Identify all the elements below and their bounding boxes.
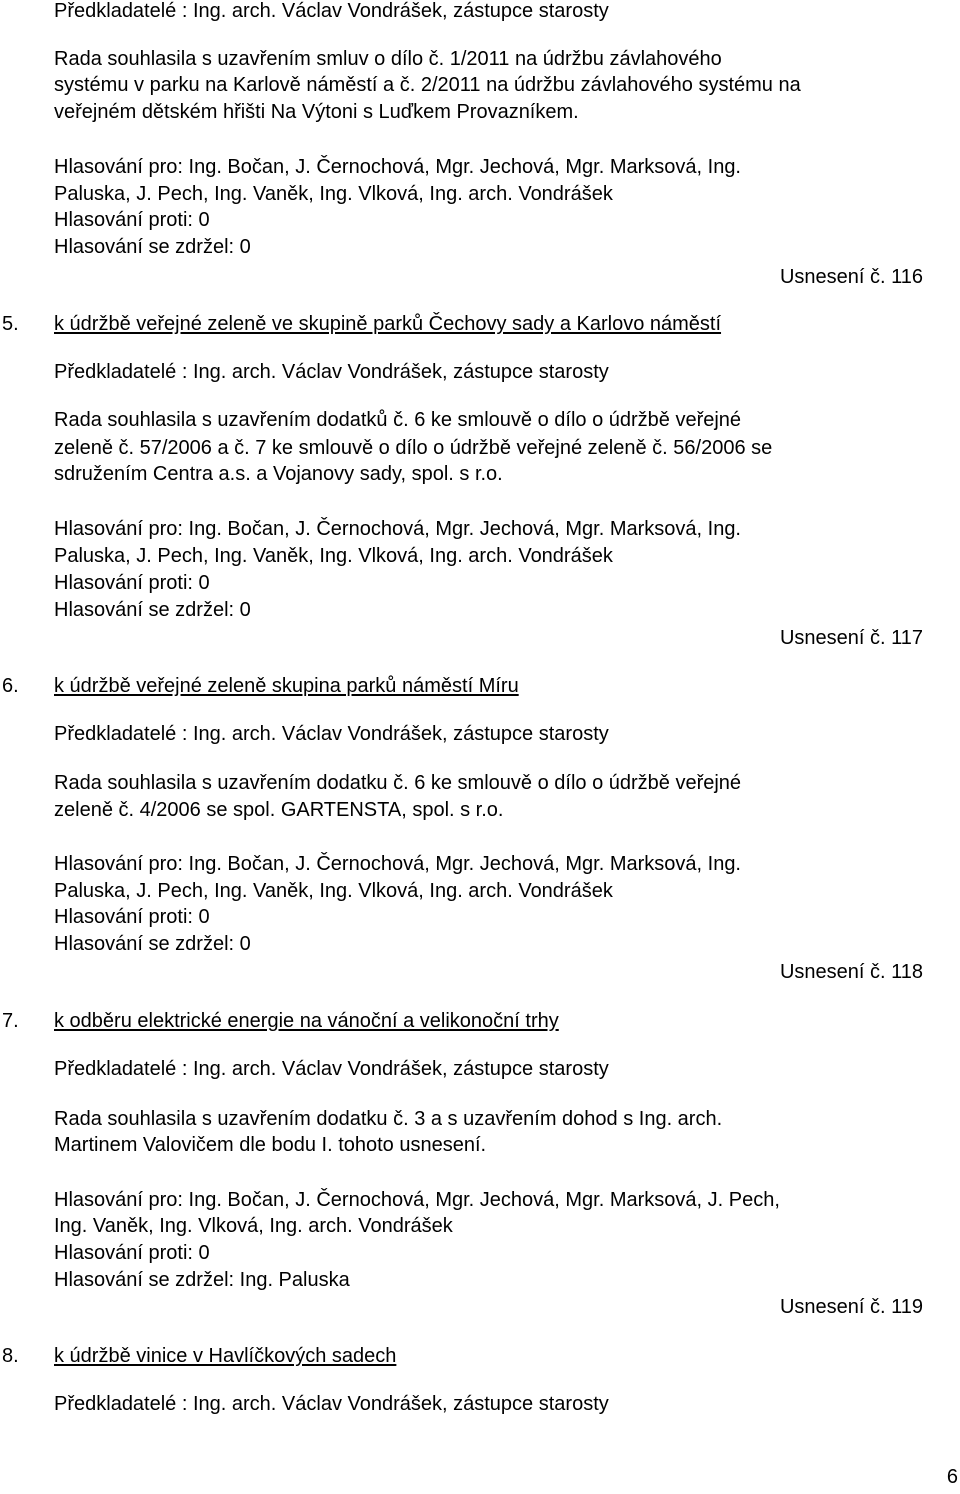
proposer-line: Předkladatelé : Ing. arch. Václav Vondrášek, zástupce starosty [54,0,609,22]
vote-abstain-line: Hlasování se zdržel: Ing. Paluska [54,1269,350,1291]
resolution-text-line: Rada souhlasila s uzavřením dodatku č. 3 a s uzavřením dohod s Ing. arch. [54,1108,723,1130]
item-number: 6. [2,675,19,697]
vote-against-line: Hlasování proti: 0 [54,572,210,594]
resolution-text-line: zeleně č. 57/2006 a č. 7 ke smlouvě o dílo o údržbě veřejné zeleně č. 56/2006 se [54,437,773,459]
resolution-number: Usnesení č. 118 [779,961,923,983]
vote-for-line: Ing. Vaněk, Ing. Vlková, Ing. arch. Vondrášek [54,1215,453,1237]
item-title: k údržbě veřejné zeleně skupina parků náměstí Míru [54,675,519,697]
resolution-text-line: systému v parku na Karlově náměstí a č. 2/2011 na údržbu závlahového systému na [54,74,801,96]
resolution-text-line: veřejném dětském hřišti Na Výtoni s Luďkem Provazníkem. [54,101,579,123]
item-title: k údržbě veřejné zeleně ve skupině parků Čechovy sady a Karlovo náměstí [54,313,722,335]
resolution-text-line: zeleně č. 4/2006 se spol. GARTENSTA, spol. s r.o. [54,799,504,821]
item-title: k údržbě vinice v Havlíčkových sadech [54,1345,397,1367]
vote-for-line: Paluska, J. Pech, Ing. Vaněk, Ing. Vlková, Ing. arch. Vondrášek [54,545,613,567]
item-number: 7. [2,1010,19,1032]
vote-against-line: Hlasování proti: 0 [54,1242,210,1264]
proposer-line: Předkladatelé : Ing. arch. Václav Vondrášek, zástupce starosty [54,361,609,383]
resolution-number: Usnesení č. 116 [779,266,923,288]
proposer-line: Předkladatelé : Ing. arch. Václav Vondrášek, zástupce starosty [54,723,609,745]
resolution-number: Usnesení č. 119 [779,1296,923,1318]
vote-abstain-line: Hlasování se zdržel: 0 [54,933,251,955]
vote-abstain-line: Hlasování se zdržel: 0 [54,599,251,621]
item-number: 8. [2,1345,19,1367]
vote-against-line: Hlasování proti: 0 [54,906,210,928]
item-title: k odběru elektrické energie na vánoční a velikonoční trhy [54,1010,559,1032]
resolution-number: Usnesení č. 117 [779,627,923,649]
vote-for-line: Paluska, J. Pech, Ing. Vaněk, Ing. Vlková, Ing. arch. Vondrášek [54,880,613,902]
vote-for-line: Hlasování pro: Ing. Bočan, J. Černochová, Mgr. Jechová, Mgr. Marksová, Ing. [54,853,741,875]
proposer-line: Předkladatelé : Ing. arch. Václav Vondrášek, zástupce starosty [54,1058,609,1080]
vote-for-line: Hlasování pro: Ing. Bočan, J. Černochová, Mgr. Jechová, Mgr. Marksová, Ing. [54,156,741,178]
vote-for-line: Hlasování pro: Ing. Bočan, J. Černochová, Mgr. Jechová, Mgr. Marksová, Ing. [54,518,741,540]
item-number: 5. [2,313,19,335]
resolution-text-line: Rada souhlasila s uzavřením dodatků č. 6 ke smlouvě o dílo o údržbě veřejné [54,409,742,431]
resolution-text-line: Rada souhlasila s uzavřením dodatku č. 6 ke smlouvě o dílo o údržbě veřejné [54,772,742,794]
resolution-text-line: Martinem Valovičem dle bodu I. tohoto usnesení. [54,1134,487,1156]
vote-against-line: Hlasování proti: 0 [54,209,210,231]
resolution-text-line: Rada souhlasila s uzavřením smluv o dílo č. 1/2011 na údržbu závlahového [54,48,722,70]
vote-abstain-line: Hlasování se zdržel: 0 [54,236,251,258]
vote-for-line: Hlasování pro: Ing. Bočan, J. Černochová, Mgr. Jechová, Mgr. Marksová, J. Pech, [54,1189,780,1211]
page-number: 6 [946,1466,958,1488]
vote-for-line: Paluska, J. Pech, Ing. Vaněk, Ing. Vlková, Ing. arch. Vondrášek [54,183,613,205]
proposer-line: Předkladatelé : Ing. arch. Václav Vondrášek, zástupce starosty [54,1393,609,1415]
resolution-text-line: sdružením Centra a.s. a Vojanovy sady, spol. s r.o. [54,463,503,485]
